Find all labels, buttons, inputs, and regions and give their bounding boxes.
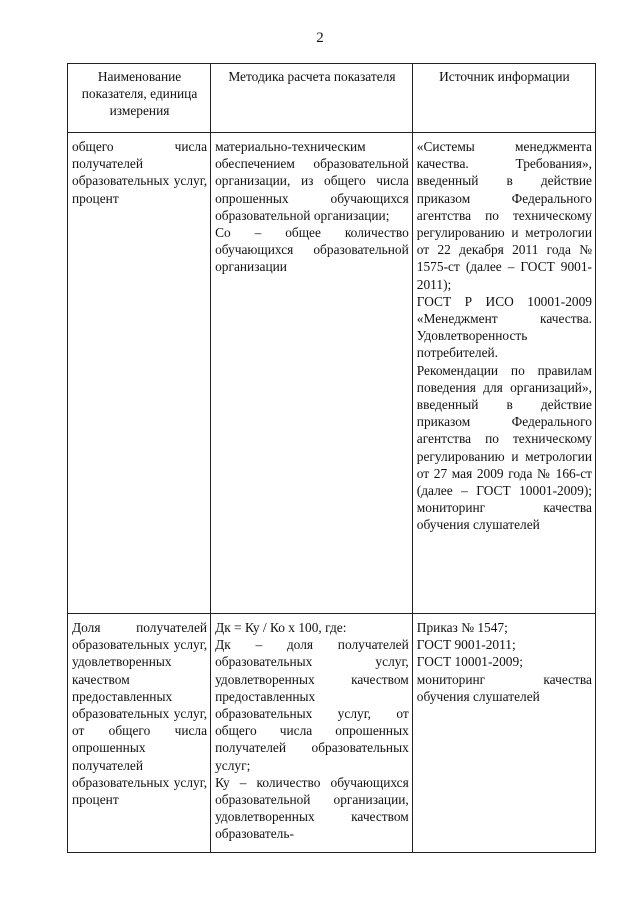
method-paragraph: Дк – доля получателей образовательных услуг, удовлетворенных качеством предоставленных образовательных услуг, от общего числа опрошенных получателей образовательных услуг;	[215, 637, 409, 773]
formula-line: Дк = Ку / Ко х 100, где:	[215, 620, 347, 635]
method-paragraph: Со – общее количество обучающихся образовательной организации	[215, 225, 409, 275]
header-information-source: Источник информации	[412, 64, 595, 133]
indicator-text: Доля получателей образовательных услуг, удовлетворенных качеством предоставленных образовательных услуг, от общего числа опрошенных получателей образовательных услуг, процент	[72, 620, 208, 808]
method-paragraph: материально-техническим обеспечением образовательной организации, из общего числа опрошенных обучающихся образовательной организации;	[215, 139, 409, 223]
method-cell	[211, 614, 413, 853]
table-row	[68, 614, 596, 853]
source-line: Приказ № 1547;	[416, 620, 508, 635]
source-line: мониторинг качества обучения слушателей	[416, 671, 592, 704]
indicator-cell	[68, 614, 211, 853]
table-header-row	[68, 64, 596, 133]
table-row	[68, 133, 596, 614]
method-paragraph: Ку – количество обучающихся образовательной организации, удовлетворенных качеством образователь-	[215, 774, 409, 842]
indicator-text: общего числа получателей образовательных услуг, процент	[72, 139, 208, 206]
source-paragraph: Рекомендации по правилам поведения для организаций», введенный в действие приказом Федерального агентства по техническому регулированию и метрологии от 27 мая 2009 года № 166-ст (далее – ГОСТ 10001-2009); мониторинг качества обучения слушателей	[416, 362, 592, 533]
source-cell	[412, 133, 595, 614]
header-indicator-name: Наименование показателя, единица измерения	[68, 64, 211, 133]
source-line: ГОСТ 9001-2011;	[416, 637, 516, 653]
indicator-table	[67, 63, 596, 853]
source-cell	[412, 614, 595, 853]
indicator-cell	[68, 133, 211, 614]
method-cell	[211, 133, 413, 614]
source-paragraph: «Системы менеджмента качества. Требования», введенный в действие приказом Федерального агентства по техническому регулированию и метрологии от 22 декабря 2011 года № 1575-ст (далее – ГОСТ 9001-2011);	[416, 139, 592, 292]
header-calculation-method: Методика расчета показателя	[211, 64, 413, 133]
source-paragraph: ГОСТ Р ИСО 10001-2009 «Менеджмент качества. Удовлетворенность потребителей.	[416, 293, 592, 361]
page-number: 2	[316, 30, 324, 46]
source-line: ГОСТ 10001-2009;	[416, 654, 523, 670]
